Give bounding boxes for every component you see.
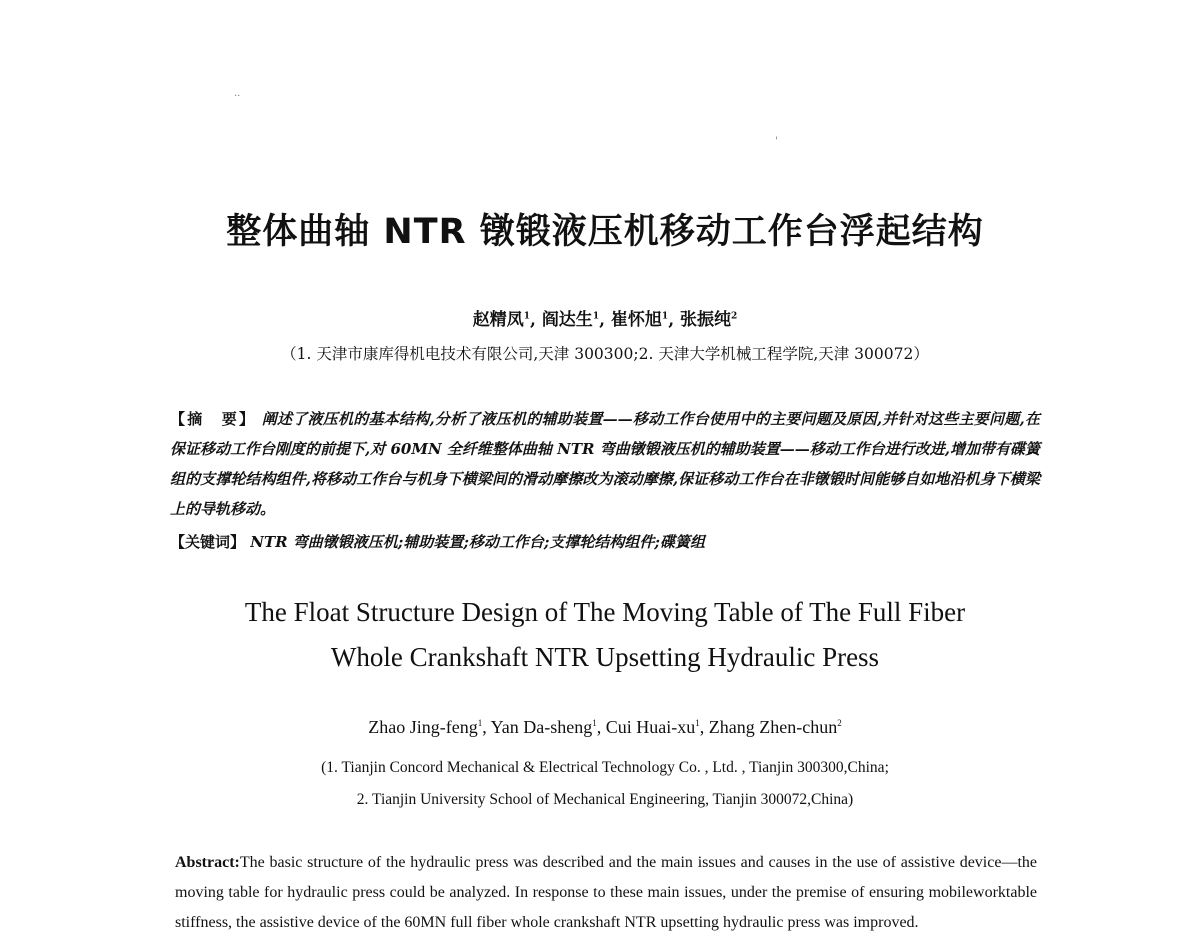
english-abstract-text: The basic structure of the hydraulic press was described and the main issues and causes in the use of assistive device—the moving table for hydraulic press could be analyzed. In response to these main issues, under the premise of ensuring mobileworktable stiffness, the assistive device of the 60MN full fiber whole crankshaft NTR upsetting hydraulic press was improved. [175, 854, 1037, 931]
author-affiliation-mark: 2 [837, 718, 842, 728]
chinese-authors: 赵精凤$^1$, 阎达生$^1$, 崔怀旭$^1$, 张振纯$^2$ [472, 310, 738, 330]
author-name: Cui Huai-xu [605, 717, 696, 737]
chinese-keywords-text: NTR 弯曲镦锻液压机;辅助装置;移动工作台;支撑轮结构组件;碟簧组 [250, 533, 705, 551]
chinese-title: 整体曲轴 NTR 镦锻液压机移动工作台浮起结构 [226, 212, 984, 252]
english-affiliation-line: 2. Tianjin University School of Mechanical Engineering, Tianjin 300072,China) [356, 791, 854, 808]
author-name: Yan Da-sheng [490, 717, 593, 737]
english-affiliation-line: (1. Tianjin Concord Mechanical & Electrical Technology Co. , Ltd. , Tianjin 300300,China; [321, 759, 889, 776]
scan-speck: ' [775, 136, 778, 147]
author-name: 崔怀旭 [610, 310, 662, 330]
chinese-keywords [170, 527, 1040, 557]
author-affiliation-mark: 1 [592, 718, 597, 728]
scan-speck: .. [234, 88, 241, 99]
author-affiliation-mark: 1 [661, 311, 669, 322]
author-name: 赵精凤 [472, 310, 524, 330]
author-affiliation-mark: 1 [523, 311, 530, 322]
english-authors: Zhao Jing-feng$^1$, Yan Da-sheng$^1$, Cui Huai-$xu^1$, Zhang Zhen-chun$^2$ [368, 717, 842, 737]
author-name: 阎达生 [541, 310, 593, 330]
chinese-keywords-label: 【关键词】 [170, 533, 246, 551]
author-affiliation-mark: 1 [695, 718, 700, 728]
chinese-abstract-label: 【摘 要】 [170, 410, 257, 428]
english-abstract [175, 848, 1037, 938]
author-affiliation-mark: 1 [592, 311, 600, 322]
english-affiliation [0, 752, 1200, 816]
author-name: 张振纯 [680, 310, 732, 330]
author-affiliation-mark: 1 [477, 718, 483, 728]
english-title-line: The Float Structure Design of The Moving Table of The Full Fiber [244, 597, 966, 627]
author-affiliation-mark: 2 [731, 311, 738, 322]
english-title-line: Whole Crankshaft NTR Upsetting Hydraulic Press [330, 642, 880, 672]
english-abstract-label: Abstract: [175, 854, 240, 871]
chinese-abstract [170, 404, 1040, 524]
author-name: Zhao Jing-feng [368, 717, 478, 737]
author-name: Zhang Zhen-chun [708, 717, 838, 737]
chinese-abstract-text: 阐述了液压机的基本结构,分析了液压机的辅助装置——移动工作台使用中的主要问题及原因,并针对这些主要问题,在保证移动工作台刚度的前提下,对 60MN 全纤维整体曲轴 NTR 弯曲镦锻液压机的辅助装置——移动工作台进行改进,增加带有碟簧组的支撑轮结构组件,将移动工作台与机身下横梁间的滑动摩擦改为滚动摩擦,保证移动工作台在非镦锻时间能够自如地沿机身下横梁上的导轨移动。 [170, 410, 1041, 518]
chinese-affiliation: （1. 天津市康库得机电技术有限公司,天津 300300;2. 天津大学机械工程学院,天津 300072） [281, 345, 929, 363]
english-title [0, 590, 1200, 680]
